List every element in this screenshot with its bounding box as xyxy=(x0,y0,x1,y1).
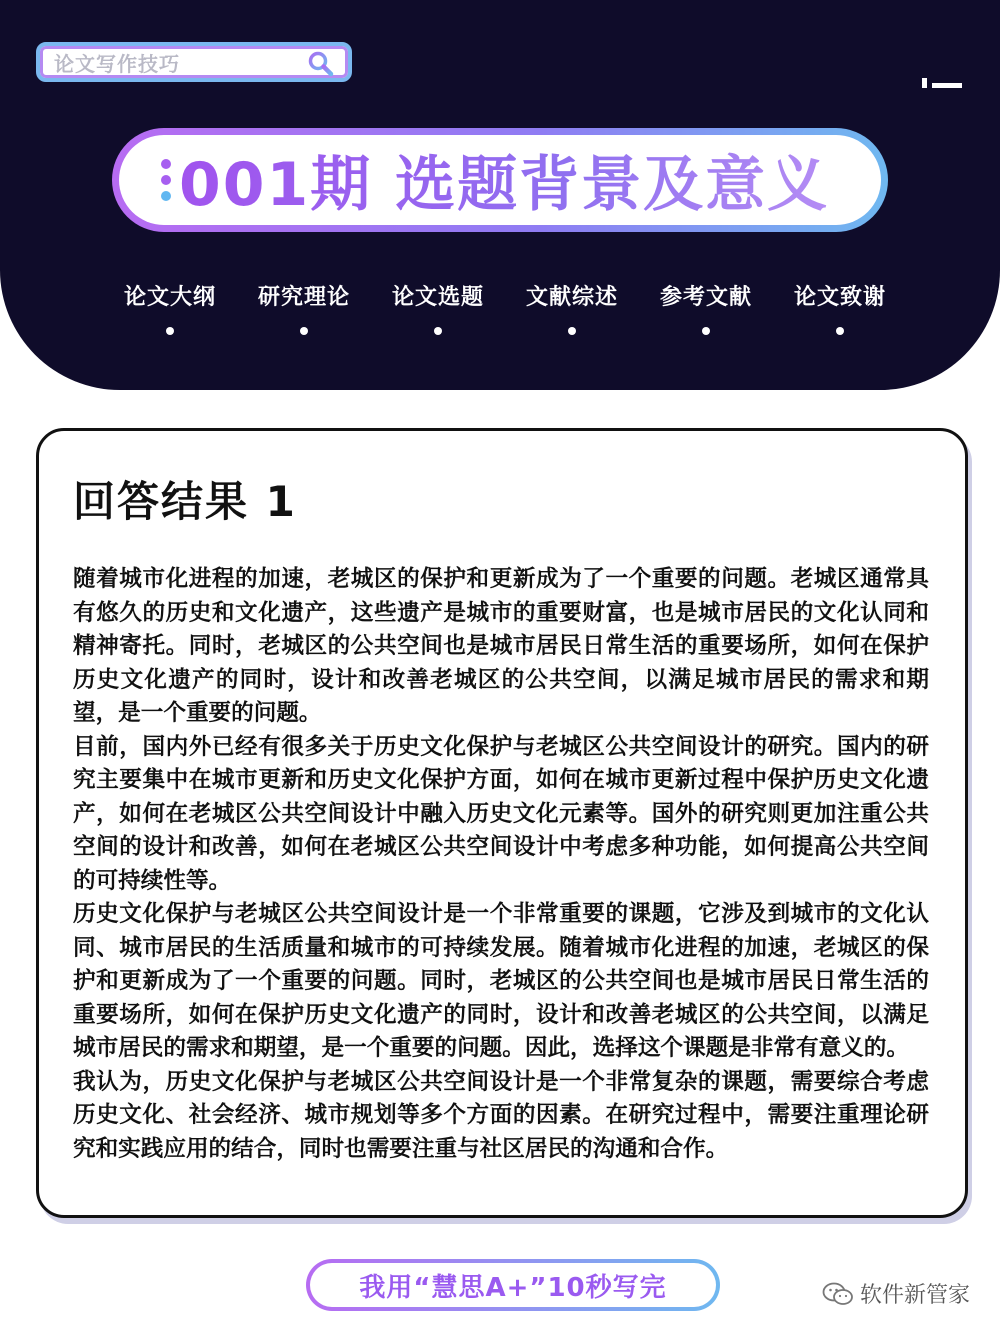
category-nav xyxy=(105,280,905,340)
nav-dot xyxy=(568,327,576,335)
cta-button[interactable] xyxy=(306,1259,720,1311)
nav-label: 研究理论 xyxy=(257,285,350,310)
nav-dot xyxy=(702,327,710,335)
nav-label: 文献综述 xyxy=(525,285,618,310)
watermark-text: 软件新管家 xyxy=(859,1283,970,1308)
nav-dot xyxy=(836,327,844,335)
nav-item-references[interactable] xyxy=(641,280,771,340)
answer-paragraph: 我认为，历史文化保护与老城区公共空间设计是一个非常复杂的课题，需要综合考虑历史文化、社会经济、城市规划等多个方面的因素。在研究过程中，需要注重理论研究和实践应用的结合，同时也需要注重与社区居民的沟通和合作。 xyxy=(73,1068,929,1162)
title-banner xyxy=(112,128,888,232)
nav-dot xyxy=(300,327,308,335)
nav-label: 论文致谢 xyxy=(793,285,886,310)
dots-icon xyxy=(161,159,171,201)
answer-paragraph: 目前，国内外已经有很多关于历史文化保护与老城区公共空间设计的研究。国内的研究主要集中在城市更新和历史文化保护方面，如何在城市更新过程中保护历史文化遗产，如何在老城区公共空间设计中融入历史文化元素等。国外的研究则更加注重公共空间的设计和改善，如何在老城区公共空间设计中考虑多种功能，如何提高公共空间的可持续性等。 xyxy=(73,733,929,894)
cta-label: 我用“慧思A+”10秒写完 xyxy=(310,1263,716,1307)
answer-card xyxy=(36,428,968,1218)
page-title: 001期 选题背景及意义 xyxy=(179,137,829,223)
corner-mark-icon xyxy=(932,74,962,88)
search-icon[interactable] xyxy=(308,51,334,77)
nav-item-outline[interactable] xyxy=(105,280,235,340)
nav-item-theory[interactable] xyxy=(239,280,369,340)
nav-item-topic[interactable] xyxy=(373,280,503,340)
answer-title: 回答结果 1 xyxy=(73,477,297,526)
nav-label: 论文大纲 xyxy=(123,285,216,310)
answer-paragraph: 随着城市化进程的加速，老城区的保护和更新成为了一个重要的问题。老城区通常具有悠久的历史和文化遗产，这些遗产是城市的重要财富，也是城市居民的文化认同和精神寄托。同时，老城区的公共空间也是城市居民日常生活的重要场所，如何在保护历史文化遗产的同时，设计和改善老城区的公共空间，以满足城市居民的需求和期望，是一个重要的问题。 xyxy=(73,566,929,726)
nav-item-literature-review[interactable] xyxy=(507,280,637,340)
answer-paragraph: 历史文化保护与老城区公共空间设计是一个非常重要的课题，它涉及到城市的文化认同、城市居民的生活质量和城市的可持续发展。随着城市化进程的加速，老城区的保护和更新成为了一个重要的问题。同时，老城区的公共空间也是城市居民日常生活的重要场所，如何在保护历史文化遗产的同时，设计和改善老城区的公共空间，以满足城市居民的需求和期望，是一个重要的问题。因此，选择这个课题是非常有意义的。 xyxy=(73,901,929,1061)
nav-dot xyxy=(434,327,442,335)
nav-label: 参考文献 xyxy=(659,285,752,310)
nav-item-acknowledgements[interactable] xyxy=(775,280,905,340)
nav-label: 论文选题 xyxy=(391,285,484,310)
search-bar[interactable] xyxy=(36,42,352,82)
search-input[interactable]: 论文写作技巧 xyxy=(54,51,180,76)
watermark xyxy=(822,1278,970,1309)
wechat-icon xyxy=(822,1281,854,1307)
nav-dot xyxy=(166,327,174,335)
